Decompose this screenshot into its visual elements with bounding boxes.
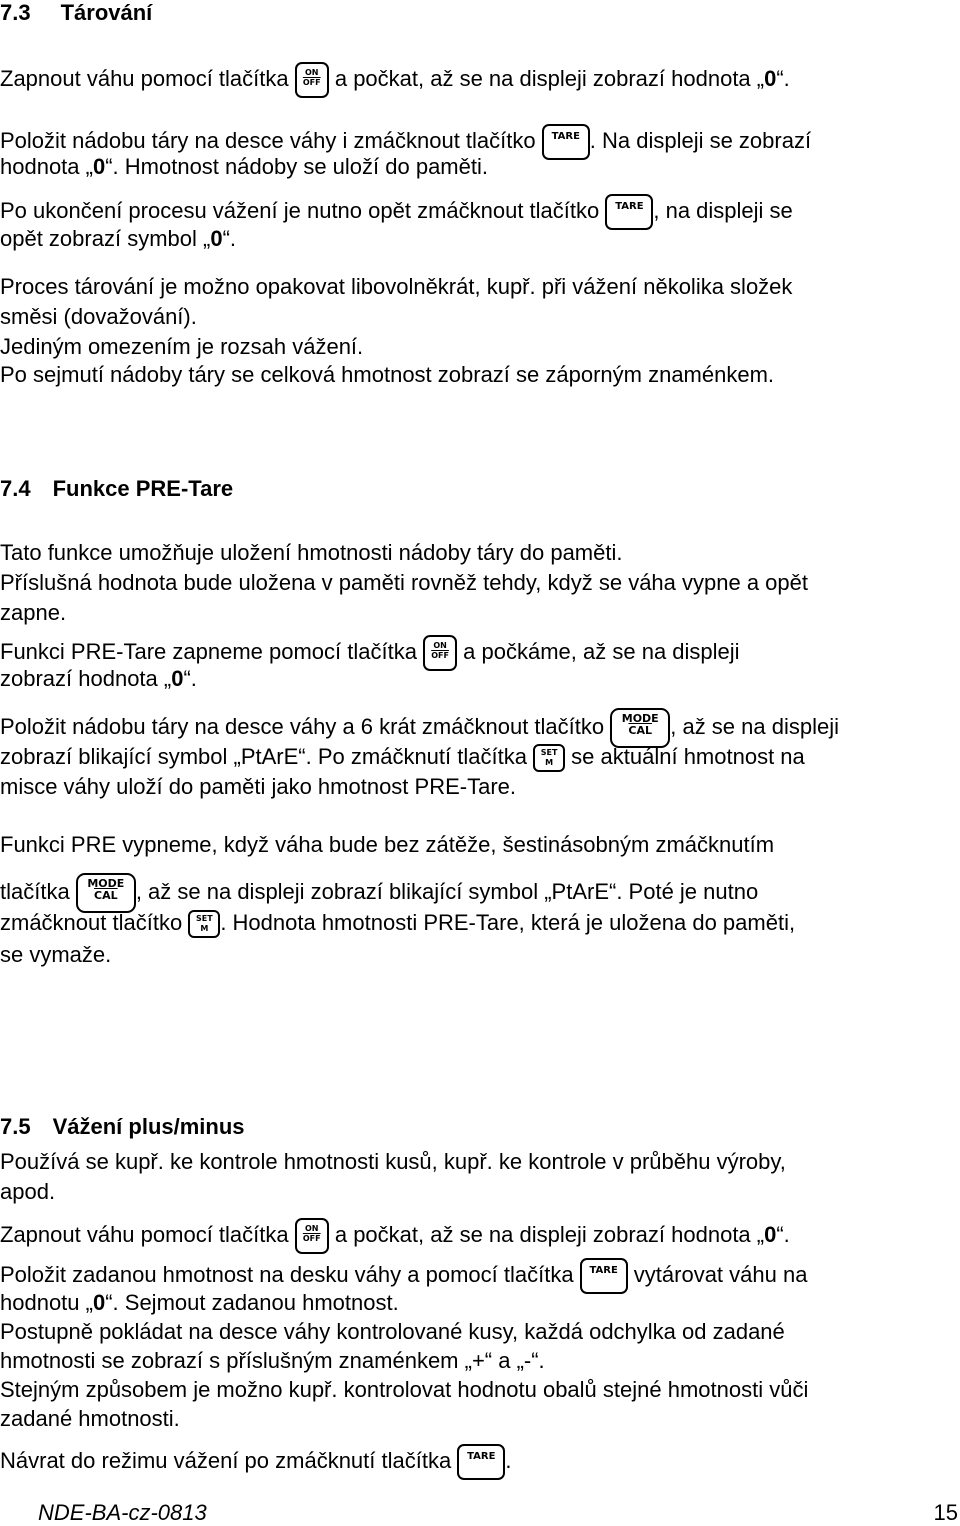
paragraph-line: Funkci PRE vypneme, když váha bude bez zátěže, šestinásobným zmáčknutím <box>0 832 775 857</box>
paragraph-line <box>0 154 488 180</box>
text: , až se na displeji <box>670 713 839 739</box>
text: , až se na displeji zobrazí blikající symbol „PtArE“. Poté je nutno <box>135 878 759 904</box>
section-title: Funkce PRE-Tare <box>52 476 234 501</box>
paragraph-line: směsi (dovažování). <box>0 304 197 329</box>
text: Zapnout váhu pomocí tlačítka <box>0 65 295 91</box>
tare-key-icon: TARE <box>542 124 590 160</box>
value-zero: 0 <box>764 65 777 91</box>
tare-key-icon: TARE <box>580 1258 628 1294</box>
paragraph-line <box>0 708 839 748</box>
tare-key-icon: TARE <box>605 194 653 230</box>
text: . Hodnota hmotnosti PRE-Tare, která je uložena do paměti, <box>220 910 796 935</box>
text: zobrazí hodnota „ <box>0 666 172 691</box>
footer-doc-id: NDE-BA-cz-0813 <box>38 1500 207 1525</box>
text: Položit zadanou hmotnost na desku váhy a pomocí tlačítka <box>0 1261 580 1287</box>
text: hodnota „ <box>0 154 93 179</box>
paragraph-line <box>0 873 758 913</box>
paragraph-line: Postupně pokládat na desce váhy kontrolované kusy, každá odchylka od zadané <box>0 1319 785 1344</box>
paragraph-line: Používá se kupř. ke kontrole hmotnosti kusů, kupř. ke kontrole v průběhu výroby, <box>0 1149 786 1174</box>
text: “. <box>222 226 237 251</box>
paragraph-line <box>0 744 805 772</box>
text: hodnotu „ <box>0 1290 93 1315</box>
text: a počkat, až se na displeji zobrazí hodnota „ <box>328 1221 765 1247</box>
value-zero: 0 <box>92 1290 106 1315</box>
paragraph-line <box>0 194 793 230</box>
paragraph-line: zapne. <box>0 600 67 625</box>
on-off-key-icon: ON $\overline{OFF}$ <box>295 1218 329 1254</box>
text: zobrazí blikající symbol „PtArE“. Po zmáčknutí tlačítka <box>0 744 534 769</box>
text: “. Hmotnost nádoby se uloží do paměti. <box>105 154 488 179</box>
text: “. <box>183 666 197 691</box>
text: a počkáme, až se na displeji <box>457 638 740 664</box>
paragraph-line: Příslušná hodnota bude uložena v paměti rovněž tehdy, když se váha vypne a opět <box>0 570 808 595</box>
paragraph-line <box>0 666 197 692</box>
text: a počkat, až se na displeji zobrazí hodnota „ <box>328 65 765 91</box>
paragraph-line: Po sejmutí nádoby táry se celková hmotnost zobrazí se záporným znaménkem. <box>0 362 775 387</box>
text: Po ukončení procesu vážení je nutno opět zmáčknout tlačítko <box>0 197 606 223</box>
set-m-key-icon: SET M <box>188 910 220 938</box>
tare-key-icon: TARE <box>457 1444 505 1480</box>
footer-page-number: 15 <box>933 1500 958 1525</box>
text: , na displeji se <box>653 197 793 223</box>
set-m-key-icon: SET M <box>533 744 565 772</box>
paragraph-line <box>0 910 795 938</box>
text: “. <box>776 1221 790 1247</box>
heading-7-4 <box>0 476 233 502</box>
section-title: Vážení plus/minus <box>52 1114 245 1139</box>
text: vytárovat váhu na <box>627 1261 808 1287</box>
text: Funkci PRE-Tare zapneme pomocí tlačítka <box>0 638 424 664</box>
text: . <box>505 1447 512 1473</box>
mode-cal-key-icon: MODE $\overline{CAL}$ <box>610 708 670 748</box>
on-off-key-icon: ON $\overline{OFF}$ <box>423 635 457 671</box>
text: . Na displeji se zobrazí <box>589 127 812 153</box>
section-number: 7.3 <box>0 0 31 25</box>
paragraph-line <box>0 1218 790 1254</box>
value-zero: 0 <box>92 154 106 179</box>
value-zero: 0 <box>171 666 184 691</box>
paragraph-line <box>0 62 790 98</box>
paragraph-line <box>0 1258 807 1294</box>
text: zmáčknout tlačítko <box>0 910 189 935</box>
text: opět zobrazí symbol „ <box>0 226 211 251</box>
heading-7-5 <box>0 1114 245 1140</box>
paragraph-line <box>0 226 236 252</box>
paragraph-line: zadané hmotnosti. <box>0 1406 180 1431</box>
paragraph-line: Tato funkce umožňuje uložení hmotnosti nádoby táry do paměti. <box>0 540 623 565</box>
paragraph-line <box>0 1444 511 1480</box>
text: “. Sejmout zadanou hmotnost. <box>105 1290 399 1315</box>
text: Návrat do režimu vážení po zmáčknutí tlačítka <box>0 1447 458 1473</box>
section-number: 7.5 <box>0 1114 31 1139</box>
mode-cal-key-icon: MODE $\overline{CAL}$ <box>76 873 136 913</box>
section-number: 7.4 <box>0 476 31 501</box>
paragraph-line: se vymaže. <box>0 942 112 967</box>
text: Položit nádobu táry na desce váhy a 6 krát zmáčknout tlačítko <box>0 713 611 739</box>
text: “. <box>776 65 790 91</box>
paragraph-line: Proces tárování je možno opakovat libovolněkrát, kupř. při vážení několika složek <box>0 274 793 299</box>
value-zero: 0 <box>764 1221 777 1247</box>
heading-7-3 <box>0 0 152 26</box>
paragraph-line: apod. <box>0 1179 56 1204</box>
value-zero: 0 <box>210 226 223 251</box>
paragraph-line: hmotnosti se zobrazí s příslušným znaménkem „+“ a „-“. <box>0 1348 545 1373</box>
text: se aktuální hmotnost na <box>565 744 805 769</box>
text: Položit nádobu táry na desce váhy i zmáčknout tlačítko <box>0 127 542 153</box>
paragraph-line: Stejným způsobem je možno kupř. kontrolovat hodnotu obalů stejné hmotnosti vůči <box>0 1377 809 1402</box>
on-off-key-icon: ON $\overline{OFF}$ <box>295 62 329 98</box>
text: tlačítka <box>0 878 76 904</box>
section-title: Tárování <box>60 0 153 25</box>
paragraph-line <box>0 1290 399 1316</box>
paragraph-line: misce váhy uloží do paměti jako hmotnost PRE-Tare. <box>0 774 517 799</box>
text: Zapnout váhu pomocí tlačítka <box>0 1221 295 1247</box>
paragraph-line: Jediným omezením je rozsah vážení. <box>0 334 364 359</box>
